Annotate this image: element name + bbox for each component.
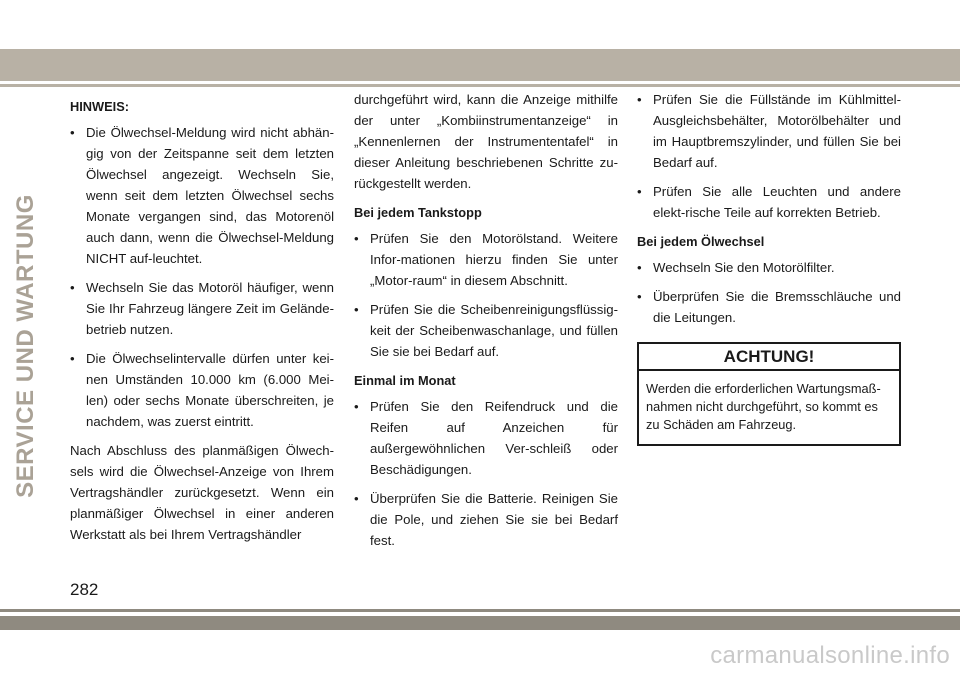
list-item-text: Überprüfen Sie die Batterie. Reinigen Sie die Pole, und ziehen Sie sie bei Bedarf fest.	[370, 491, 618, 548]
list-item	[637, 286, 901, 328]
list-item-text: Prüfen Sie alle Leuchten und andere elekt-rische Teile auf korrekten Betrieb.	[653, 184, 901, 220]
footer-band	[0, 616, 960, 630]
list-item-text: Wechseln Sie den Motorölfilter.	[653, 260, 835, 275]
list-item	[637, 89, 901, 173]
list-item	[354, 396, 618, 480]
section-heading: Bei jedem Ölwechsel	[637, 234, 765, 249]
list-item-text: Prüfen Sie die Füllstände im Kühlmittel-Ausgleichsbehälter, Motorölbehälter und im Hauptbremszylinder, und füllen Sie bei Bedarf auf.	[653, 92, 901, 170]
list-item	[637, 257, 901, 278]
bullet-icon: •	[354, 491, 359, 506]
column-1	[70, 96, 334, 553]
list-item	[354, 488, 618, 551]
list-item-text: Überprüfen Sie die Bremsschläuche und die Leitungen.	[653, 289, 901, 325]
note-heading: HINWEIS:	[70, 99, 130, 114]
footer-rule	[0, 609, 960, 612]
bullet-icon: •	[354, 231, 359, 246]
bullet-icon: •	[70, 351, 75, 366]
column-2	[354, 89, 618, 559]
list-item	[70, 348, 334, 432]
section-side-label: SERVICE UND WARTUNG	[12, 194, 39, 498]
header-band	[0, 49, 960, 81]
bullet-icon: •	[354, 302, 359, 317]
section-heading: Einmal im Monat	[354, 373, 456, 388]
watermark-text: carmanualsonline.info	[710, 642, 950, 669]
list-item	[70, 277, 334, 340]
bullet-icon: •	[637, 289, 642, 304]
warning-text: Werden die erforderlichen Wartungsmaß-nahmen nicht durchgeführt, so kommt es zu Schäden am Fahrzeug.	[646, 381, 881, 432]
list-item	[637, 181, 901, 223]
header-rule	[0, 84, 960, 87]
list-item	[354, 299, 618, 362]
section-heading: Bei jedem Tankstopp	[354, 205, 482, 220]
list-item	[70, 122, 334, 269]
bullet-icon: •	[354, 399, 359, 414]
list-item-text: Wechseln Sie das Motoröl häufiger, wenn Sie Ihr Fahrzeug längere Zeit im Gelände-betrieb nutzen.	[86, 280, 334, 337]
list-item-text: Prüfen Sie die Scheibenreinigungsflüssig-keit der Scheibenwaschanlage, und füllen Sie sie bei Bedarf auf.	[370, 302, 618, 359]
page-number: 282	[70, 580, 99, 599]
bullet-icon: •	[637, 260, 642, 275]
bullet-icon: •	[70, 125, 75, 140]
warning-title: ACHTUNG!	[639, 344, 899, 371]
list-item	[354, 228, 618, 291]
column-3	[637, 89, 901, 446]
warning-box	[637, 342, 901, 446]
bullet-icon: •	[70, 280, 75, 295]
list-item-text: Prüfen Sie den Motorölstand. Weitere Infor-mationen hierzu finden Sie unter „Motor-raum“ in diesem Abschnitt.	[370, 231, 618, 288]
body-paragraph: durchgeführt wird, kann die Anzeige mithilfe der unter „Kombiinstrumentanzeige“ in „Kennenlernen der Instrumententafel“ in dieser Anleitung beschriebenen Schritte zu-rückgestellt werden.	[354, 92, 618, 191]
bullet-icon: •	[637, 184, 642, 199]
bullet-icon: •	[637, 92, 642, 107]
list-item-text: Die Ölwechselintervalle dürfen unter kei-nen Umständen 10.000 km (6.000 Mei-len) oder sechs Monate überschreiten, je nachdem, was zuerst eintritt.	[86, 351, 334, 429]
list-item-text: Prüfen Sie den Reifendruck und die Reifen auf Anzeichen für außergewöhnlichen Ver-schleiß oder Beschädigungen.	[370, 399, 618, 477]
body-paragraph: Nach Abschluss des planmäßigen Ölwech-sels wird die Ölwechsel-Anzeige von Ihrem Vertragshändler zurückgesetzt. Wenn ein planmäßiger Ölwechsel in einer anderen Werkstatt als bei Ihrem Vertragshändler	[70, 443, 334, 542]
list-item-text: Die Ölwechsel-Meldung wird nicht abhän-gig von der Zeitspanne seit dem letzten Ölwechsel angezeigt. Wechseln Sie, wenn seit dem letzten Ölwechsel sechs Monate vergangen sind, das Motorenöl auch dann, wenn die Ölwechsel-Meldung NICHT auf-leuchtet.	[86, 125, 334, 266]
